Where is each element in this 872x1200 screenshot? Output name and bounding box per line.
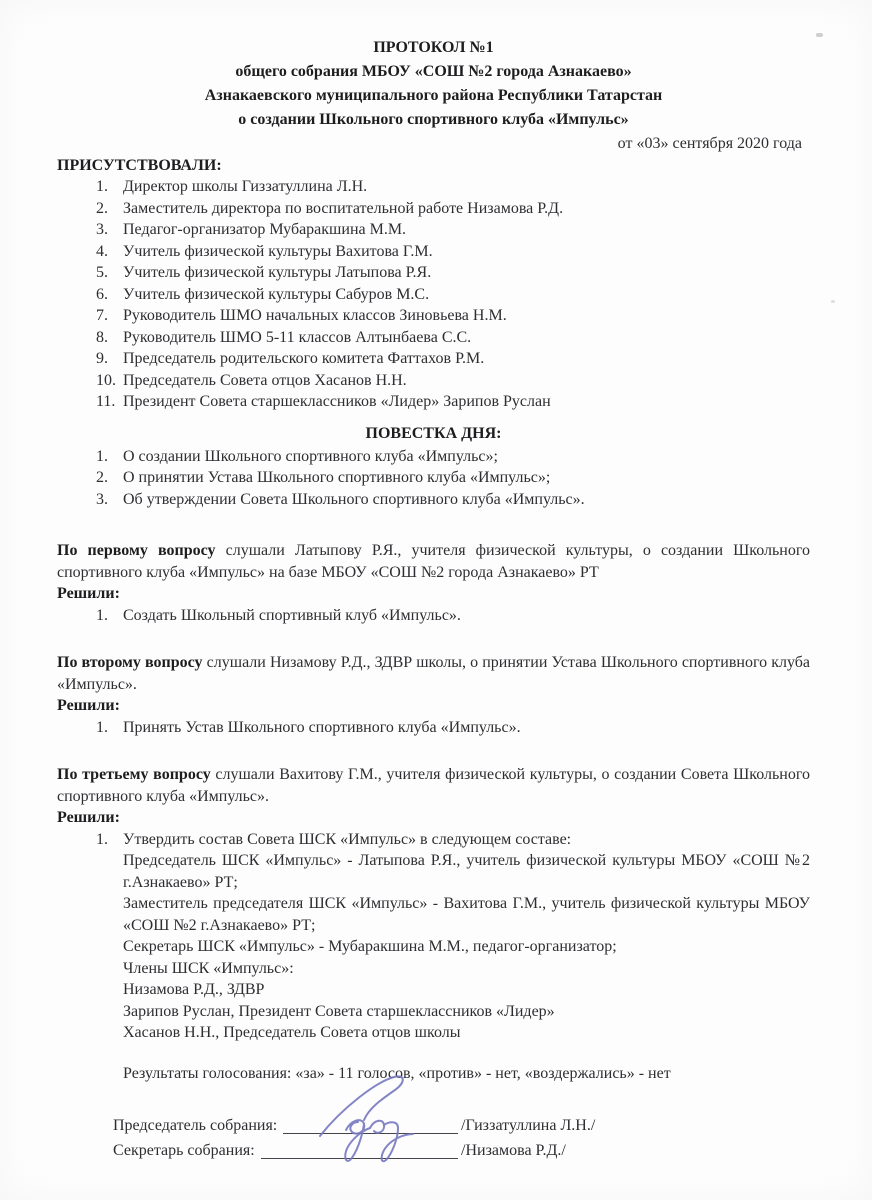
resolution-3 (57, 829, 810, 851)
resolved-heading-1: Решили: (57, 585, 120, 602)
list-marker: 9. (96, 350, 108, 367)
voting-results: Результаты голосования: «за» - 11 голосов, «против» - нет, «воздержались» - нет (123, 1064, 671, 1082)
question-2-body: слушали Низамову Р.Д., ЗДВР школы, о принятии Устава Школьного спортивного клуба «Импульс». (57, 654, 810, 693)
list-item (57, 219, 810, 241)
council-detail-line: Члены ШСК «Импульс»: (123, 959, 294, 977)
list-item (57, 176, 810, 198)
list-marker: 1. (96, 718, 108, 736)
list-marker: 1. (96, 606, 108, 624)
list-item (57, 327, 810, 349)
question-3-lead: По третьему вопросу (57, 766, 211, 783)
attendee: Учитель физической культуры Латыпова Р.Я. (123, 264, 432, 281)
signature-label: Секретарь собрания: (113, 1142, 255, 1159)
scan-artifact-speck (831, 300, 835, 303)
list-marker: 10. (96, 371, 116, 389)
list-item (57, 348, 810, 370)
list-marker: 2. (96, 199, 108, 217)
list-marker: 2. (96, 469, 108, 486)
attendee: Учитель физической культуры Сабуров М.С. (123, 285, 430, 303)
list-marker: 1. (96, 178, 108, 195)
agenda-item: О принятии Устава Школьного спортивного клуба «Импульс»; (123, 469, 551, 486)
document-subtitle-2: Азнакаевского муниципального района Республики Татарстан (204, 87, 663, 104)
list-marker: 7. (96, 307, 108, 324)
signature-line (283, 1113, 458, 1134)
question-1-paragraph (57, 540, 810, 583)
list-marker: 8. (96, 328, 108, 346)
list-item (57, 305, 810, 327)
document-title: ПРОТОКОЛ №1 (373, 39, 494, 56)
list-item (57, 241, 810, 263)
document-subtitle-1: общего собрания МБОУ «СОШ №2 города Азнакаево» (235, 63, 632, 80)
list-marker: 6. (96, 285, 108, 303)
signature-row-secretary (113, 1138, 810, 1163)
list-marker: 3. (96, 221, 108, 238)
list-marker: 4. (96, 242, 108, 260)
question-2-paragraph (57, 652, 810, 695)
attendee: Учитель физической культуры Вахитова Г.М. (123, 242, 433, 260)
resolution-text: Создать Школьный спортивный клуб «Импульс». (123, 606, 461, 624)
list-item (57, 370, 810, 392)
question-1-lead: По первому вопросу (57, 542, 216, 559)
attendee: Президент Совета старшеклассников «Лидер» Зарипов Руслан (123, 393, 551, 410)
list-marker: 5. (96, 264, 108, 281)
attendees-heading: ПРИСУТСТВОВАЛИ: (57, 156, 222, 174)
document-content (57, 36, 810, 1163)
list-marker: 11. (96, 393, 116, 410)
resolution-2 (57, 717, 810, 739)
list-item (57, 262, 810, 284)
resolution-text: Принять Устав Школьного спортивного клуба «Импульс». (123, 718, 521, 736)
question-2-lead: По второму вопросу (57, 654, 203, 671)
resolved-heading-3: Решили: (57, 809, 120, 826)
list-item (57, 284, 810, 306)
resolution-text: Утвердить состав Совета ШСК «Импульс» в следующем составе: (123, 830, 572, 848)
attendee: Руководитель ШМО начальных классов Зиновьева Н.М. (123, 307, 507, 324)
list-item (57, 198, 810, 220)
council-detail-line: Хасанов Н.Н., Председатель Совета отцов школы (123, 1024, 461, 1041)
council-detail-line: Зарипов Руслан, Президент Совета старшеклассников «Лидер» (123, 1002, 555, 1020)
document-date: от «03» сентября 2020 года (617, 135, 802, 152)
council-details (57, 850, 810, 1044)
council-detail-line: Председатель ШСК «Импульс» - Латыпова Р.Я., учитель физической культуры МБОУ «СОШ №2 г.Азнакаево» РТ; (123, 852, 810, 891)
attendee: Педагог-организатор Мубаракшина М.М. (123, 221, 407, 238)
signature-name: /Гиззатуллина Л.Н./ (461, 1117, 596, 1134)
list-item (57, 467, 810, 489)
scan-artifact-speck (816, 33, 823, 37)
list-marker: 3. (96, 490, 108, 508)
attendee: Заместитель директора по воспитательной работе Низамова Р.Д. (123, 199, 564, 217)
list-item (57, 446, 810, 468)
council-detail-line: Заместитель председателя ШСК «Импульс» - Вахитова Г.М., учитель физической культуры МБОУ «СОШ №2 г.Азнакаево» РТ; (123, 895, 810, 934)
question-3-paragraph (57, 764, 810, 807)
attendee: Директор школы Гиззатуллина Л.Н. (123, 178, 368, 195)
resolved-heading-2: Решили: (57, 697, 120, 714)
signature-name: /Низамова Р.Д./ (461, 1142, 566, 1159)
document-subtitle-3: о создании Школьного спортивного клуба «Импульс» (238, 111, 629, 128)
signature-label: Председатель собрания: (113, 1117, 278, 1134)
signature-row-chair (113, 1113, 810, 1138)
agenda-list (57, 446, 810, 511)
list-item (57, 489, 810, 511)
council-detail-line: Секретарь ШСК «Импульс» - Мубаракшина М.М., педагог-организатор; (123, 938, 617, 955)
council-detail-line: Низамова Р.Д., ЗДВР (123, 981, 265, 998)
question-1-body: слушали Латыпову Р.Я., учителя физической культуры, о создании Школьного спортивного клуба «Импульс» на базе МБОУ «СОШ №2 города Азнакаево» РТ (57, 542, 811, 581)
resolution-1 (57, 605, 810, 627)
attendee: Руководитель ШМО 5-11 классов Алтынбаева С.С. (123, 328, 472, 346)
attendees-list (57, 176, 810, 413)
agenda-item: О создании Школьного спортивного клуба «Импульс»; (123, 447, 498, 465)
agenda-heading: ПОВЕСТКА ДНЯ: (365, 424, 502, 442)
question-3-body: слушали Вахитову Г.М., учителя физической культуры, о создании Совета Школьного спортивного клуба «Импульс». (57, 766, 811, 805)
agenda-item: Об утверждении Совета Школьного спортивного клуба «Импульс». (123, 490, 585, 508)
attendee: Председатель Совета отцов Хасанов Н.Н. (123, 371, 407, 389)
list-marker: 1. (96, 447, 108, 465)
signature-line (261, 1138, 458, 1159)
list-item (57, 391, 810, 413)
list-marker: 1. (96, 830, 108, 848)
attendee: Председатель родительского комитета Фаттахов Р.М. (123, 350, 485, 367)
